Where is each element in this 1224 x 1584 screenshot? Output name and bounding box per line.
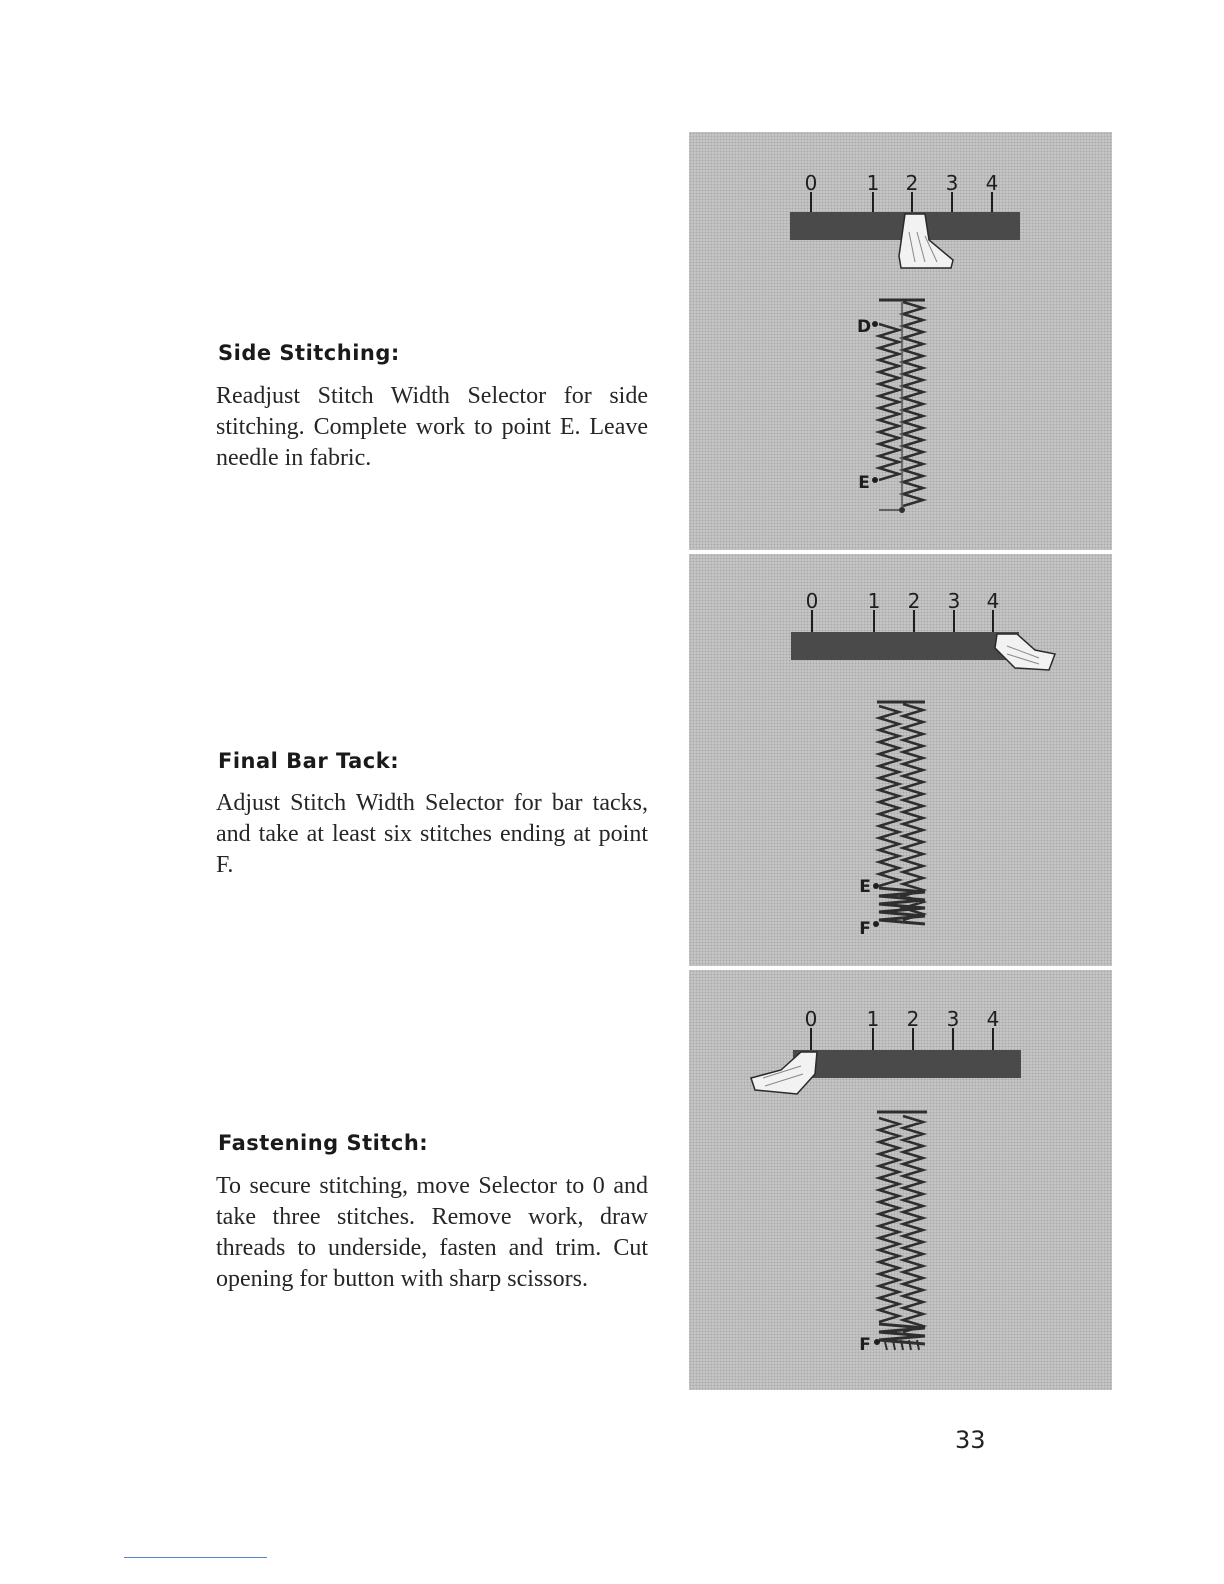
point-label-e: E — [858, 473, 870, 493]
heading-final-bar-tack: Final Bar Tack: — [218, 749, 400, 773]
point-e-marker — [873, 883, 879, 889]
scale-label-1: 1 — [866, 171, 880, 195]
figure-side-stitching-svg — [689, 132, 1112, 550]
scale-label-4: 4 — [986, 1007, 1000, 1031]
point-label-e: E — [859, 877, 871, 897]
scale-label-3: 3 — [945, 171, 959, 195]
body-fastening-stitch: To secure stitching, move Selector to 0 and take three stitches. Remove work, draw threads to underside, fasten and trim. Cut opening for button with sharp scissors. — [216, 1173, 648, 1292]
scale-label-2: 2 — [907, 589, 921, 613]
scale-label-0: 0 — [805, 589, 819, 613]
stitch-width-selector-lever — [751, 1052, 817, 1094]
scale-label-1: 1 — [866, 1007, 880, 1031]
stitch-zigzag-left — [879, 706, 899, 886]
body-side-stitching: Readjust Stitch Width Selector for side stitching. Complete work to point E. Leave needle in fabric. — [216, 383, 648, 471]
heading-side-stitching: Side Stitching: — [218, 341, 400, 365]
figure-fastening-stitch-svg — [689, 970, 1112, 1390]
scale-label-4: 4 — [986, 589, 1000, 613]
scale-label-2: 2 — [905, 171, 919, 195]
stitch-zigzag-right — [903, 704, 923, 920]
page-number: 33 — [955, 1426, 986, 1454]
stitch-width-selector-lever — [995, 634, 1055, 670]
figure-final-bar-tack — [689, 554, 1112, 966]
scale-label-3: 3 — [946, 1007, 960, 1031]
point-e-marker — [872, 477, 878, 483]
figure-side-stitching — [689, 132, 1112, 550]
stitch-zigzag-right — [903, 1116, 923, 1332]
heading-fastening-stitch: Fastening Stitch: — [218, 1131, 429, 1155]
scale-label-4: 4 — [985, 171, 999, 195]
stitch-zigzag-left — [879, 1118, 899, 1322]
needle-point-marker — [899, 507, 905, 513]
figure-final-bar-tack-svg — [689, 554, 1112, 966]
point-f-marker — [874, 1339, 880, 1345]
stitch-width-scale-bar — [793, 1050, 1021, 1078]
scale-label-0: 0 — [804, 1007, 818, 1031]
scale-label-2: 2 — [906, 1007, 920, 1031]
point-label-f: F — [859, 1335, 871, 1355]
stitch-final-bar-tack — [879, 888, 925, 924]
scale-label-1: 1 — [867, 589, 881, 613]
figure-fastening-stitch — [689, 970, 1112, 1390]
scale-label-0: 0 — [804, 171, 818, 195]
point-label-f: F — [859, 919, 871, 939]
stitch-zigzag-left — [879, 324, 899, 480]
scale-label-3: 3 — [947, 589, 961, 613]
stitch-width-scale-bar — [791, 632, 1019, 660]
point-f-marker — [873, 921, 879, 927]
footer-rule — [124, 1557, 267, 1558]
point-d-marker — [872, 321, 878, 327]
point-label-d: D — [856, 317, 872, 337]
stitch-zigzag-right — [903, 302, 923, 506]
body-final-bar-tack: Adjust Stitch Width Selector for bar tacks, and take at least six stitches ending at point F. — [216, 790, 648, 878]
